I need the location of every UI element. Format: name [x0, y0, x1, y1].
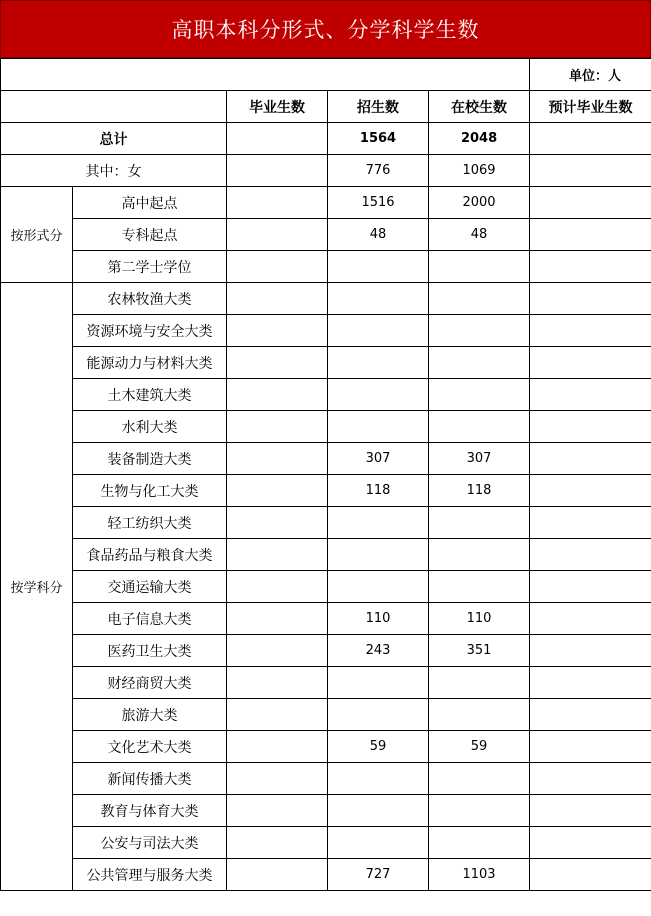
table-row	[1, 379, 651, 411]
expected-cell	[530, 827, 651, 859]
in-school-cell	[429, 347, 530, 379]
enrolled-cell: 727	[328, 859, 429, 891]
graduates-cell	[227, 347, 328, 379]
total-label: 总计	[1, 123, 227, 155]
table-row	[1, 859, 651, 891]
expected-cell	[530, 699, 651, 731]
unit-spacer-cell	[1, 59, 530, 91]
page-title: 高职本科分形式、分学科学生数	[0, 0, 651, 58]
table-row	[1, 763, 651, 795]
form-group-label: 按形式分	[1, 187, 73, 283]
in-school-cell: 2000	[429, 187, 530, 219]
in-school-cell	[429, 411, 530, 443]
row-label: 食品药品与粮食大类	[73, 539, 227, 571]
graduates-cell	[227, 539, 328, 571]
total-enrolled: 1564	[328, 123, 429, 155]
row-label: 生物与化工大类	[73, 475, 227, 507]
table-row	[1, 635, 651, 667]
header-in-school: 在校生数	[429, 91, 530, 123]
enrolled-cell: 243	[328, 635, 429, 667]
in-school-cell	[429, 283, 530, 315]
enrolled-cell: 118	[328, 475, 429, 507]
enrolled-cell	[328, 795, 429, 827]
in-school-cell	[429, 251, 530, 283]
expected-cell	[530, 731, 651, 763]
in-school-cell	[429, 795, 530, 827]
row-label: 新闻传播大类	[73, 763, 227, 795]
table-row	[1, 571, 651, 603]
enrolled-cell	[328, 827, 429, 859]
expected-cell	[530, 347, 651, 379]
enrolled-cell: 59	[328, 731, 429, 763]
total-graduates	[227, 123, 328, 155]
table-row	[1, 699, 651, 731]
row-label: 第二学士学位	[73, 251, 227, 283]
expected-cell	[530, 603, 651, 635]
row-label: 公共管理与服务大类	[73, 859, 227, 891]
table-row	[1, 507, 651, 539]
female-in-school: 1069	[429, 155, 530, 187]
in-school-cell	[429, 699, 530, 731]
header-row	[1, 91, 651, 123]
row-label: 医药卫生大类	[73, 635, 227, 667]
in-school-cell: 118	[429, 475, 530, 507]
header-corner-cell	[1, 91, 227, 123]
student-statistics-table	[0, 58, 651, 891]
enrolled-cell	[328, 763, 429, 795]
enrolled-cell	[328, 347, 429, 379]
table-row	[1, 827, 651, 859]
expected-cell	[530, 443, 651, 475]
in-school-cell	[429, 539, 530, 571]
graduates-cell	[227, 443, 328, 475]
expected-cell	[530, 763, 651, 795]
graduates-cell	[227, 827, 328, 859]
graduates-cell	[227, 475, 328, 507]
enrolled-cell	[328, 251, 429, 283]
in-school-cell	[429, 827, 530, 859]
expected-cell	[530, 475, 651, 507]
table-row	[1, 347, 651, 379]
enrolled-cell	[328, 283, 429, 315]
graduates-cell	[227, 219, 328, 251]
table-row	[1, 539, 651, 571]
enrolled-cell: 307	[328, 443, 429, 475]
row-label: 交通运输大类	[73, 571, 227, 603]
expected-cell	[530, 667, 651, 699]
total-row	[1, 123, 651, 155]
graduates-cell	[227, 667, 328, 699]
graduates-cell	[227, 411, 328, 443]
in-school-cell: 59	[429, 731, 530, 763]
table-row	[1, 443, 651, 475]
table-row	[1, 251, 651, 283]
table-row	[1, 411, 651, 443]
graduates-cell	[227, 315, 328, 347]
graduates-cell	[227, 283, 328, 315]
expected-cell	[530, 251, 651, 283]
table-row	[1, 315, 651, 347]
graduates-cell	[227, 731, 328, 763]
row-label: 专科起点	[73, 219, 227, 251]
in-school-cell: 1103	[429, 859, 530, 891]
graduates-cell	[227, 763, 328, 795]
row-label: 财经商贸大类	[73, 667, 227, 699]
discipline-group-label: 按学科分	[1, 283, 73, 891]
in-school-cell	[429, 571, 530, 603]
row-label: 公安与司法大类	[73, 827, 227, 859]
expected-cell	[530, 539, 651, 571]
graduates-cell	[227, 507, 328, 539]
expected-cell	[530, 219, 651, 251]
header-expected: 预计毕业生数	[530, 91, 651, 123]
row-label: 文化艺术大类	[73, 731, 227, 763]
table-row	[1, 731, 651, 763]
row-label: 教育与体育大类	[73, 795, 227, 827]
expected-cell	[530, 859, 651, 891]
in-school-cell	[429, 507, 530, 539]
enrolled-cell: 1516	[328, 187, 429, 219]
enrolled-cell	[328, 571, 429, 603]
in-school-cell: 351	[429, 635, 530, 667]
row-label: 高中起点	[73, 187, 227, 219]
table-row	[1, 603, 651, 635]
total-expected	[530, 123, 651, 155]
expected-cell	[530, 315, 651, 347]
female-expected	[530, 155, 651, 187]
table-row	[1, 219, 651, 251]
row-label: 装备制造大类	[73, 443, 227, 475]
in-school-cell	[429, 763, 530, 795]
enrolled-cell: 48	[328, 219, 429, 251]
enrolled-cell	[328, 315, 429, 347]
in-school-cell: 48	[429, 219, 530, 251]
female-enrolled: 776	[328, 155, 429, 187]
expected-cell	[530, 283, 651, 315]
total-in-school: 2048	[429, 123, 530, 155]
female-graduates	[227, 155, 328, 187]
table-row	[1, 187, 651, 219]
in-school-cell: 110	[429, 603, 530, 635]
enrolled-cell	[328, 667, 429, 699]
unit-row	[1, 59, 651, 91]
in-school-cell: 307	[429, 443, 530, 475]
graduates-cell	[227, 379, 328, 411]
expected-cell	[530, 635, 651, 667]
table-row	[1, 667, 651, 699]
unit-label: 单位：人	[530, 59, 651, 91]
row-label: 旅游大类	[73, 699, 227, 731]
header-graduates: 毕业生数	[227, 91, 328, 123]
enrolled-cell	[328, 507, 429, 539]
table-row	[1, 283, 651, 315]
enrolled-cell	[328, 539, 429, 571]
female-label: 其中：女	[1, 155, 227, 187]
in-school-cell	[429, 667, 530, 699]
expected-cell	[530, 187, 651, 219]
row-label: 电子信息大类	[73, 603, 227, 635]
enrolled-cell	[328, 379, 429, 411]
row-label: 土木建筑大类	[73, 379, 227, 411]
graduates-cell	[227, 795, 328, 827]
expected-cell	[530, 507, 651, 539]
expected-cell	[530, 379, 651, 411]
header-enrolled: 招生数	[328, 91, 429, 123]
row-label: 农林牧渔大类	[73, 283, 227, 315]
row-label: 资源环境与安全大类	[73, 315, 227, 347]
expected-cell	[530, 795, 651, 827]
enrolled-cell	[328, 411, 429, 443]
expected-cell	[530, 571, 651, 603]
in-school-cell	[429, 379, 530, 411]
expected-cell	[530, 411, 651, 443]
table-row	[1, 795, 651, 827]
graduates-cell	[227, 603, 328, 635]
enrolled-cell: 110	[328, 603, 429, 635]
graduates-cell	[227, 859, 328, 891]
in-school-cell	[429, 315, 530, 347]
enrolled-cell	[328, 699, 429, 731]
graduates-cell	[227, 251, 328, 283]
graduates-cell	[227, 699, 328, 731]
row-label: 水利大类	[73, 411, 227, 443]
female-row	[1, 155, 651, 187]
graduates-cell	[227, 635, 328, 667]
row-label: 能源动力与材料大类	[73, 347, 227, 379]
graduates-cell	[227, 187, 328, 219]
graduates-cell	[227, 571, 328, 603]
row-label: 轻工纺织大类	[73, 507, 227, 539]
table-row	[1, 475, 651, 507]
